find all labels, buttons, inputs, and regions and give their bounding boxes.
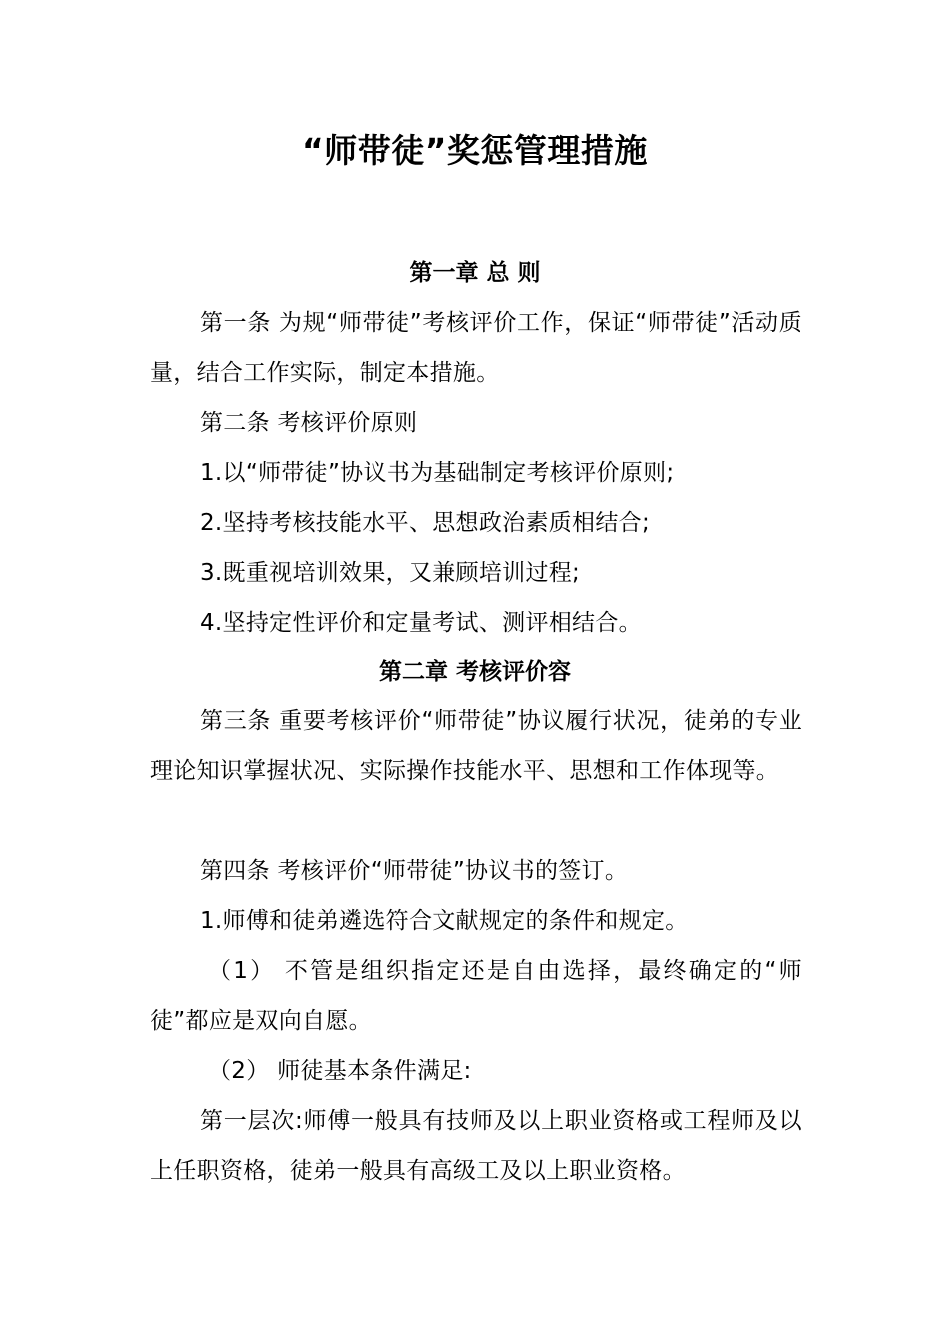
article-4-paragraph: 第四条 考核评价“师带徒”协议书的签订。 <box>200 858 629 884</box>
article-2-paragraph: 第二条 考核评价原则 <box>200 410 418 436</box>
principle-item-2: 2.坚持考核技能水平、思想政治素质相结合; <box>200 510 650 536</box>
principle-item-4: 4.坚持定性评价和定量考试、测评相结合。 <box>200 610 642 636</box>
level-1-paragraph: 第一层次:师傅一般具有技师及以上职业资格或工程师及以上任职资格，徒弟一般具有高级工及以上职业资格。 <box>150 1108 802 1184</box>
article-3-paragraph: 第三条 重要考核评价“师带徒”协议履行状况，徒弟的专业理论知识掌握状况、实际操作技能水平、思想和工作体现等。 <box>150 708 802 784</box>
article-1-paragraph: 第一条 为规“师带徒”考核评价工作，保证“师带徒”活动质量，结合工作实际，制定本措施。 <box>150 310 802 386</box>
article-4-item-1: 1.师傅和徒弟遴选符合文献规定的条件和规定。 <box>200 908 689 934</box>
chapter-1-heading: 第一章 总 则 <box>409 260 541 286</box>
principle-item-1: 1.以“师带徒”协议书为基础制定考核评价原则; <box>200 460 675 486</box>
chapter-2-heading: 第二章 考核评价容 <box>378 659 571 685</box>
sub-item-1: （1） 不管是组织指定还是自由选择，最终确定的“师徒”都应是双向自愿。 <box>150 958 802 1034</box>
document-title: “师带徒”奖惩管理措施 <box>302 131 648 170</box>
principle-item-3: 3.既重视培训效果，又兼顾培训过程; <box>200 560 581 586</box>
sub-item-2: （2） 师徒基本条件满足: <box>208 1058 472 1084</box>
